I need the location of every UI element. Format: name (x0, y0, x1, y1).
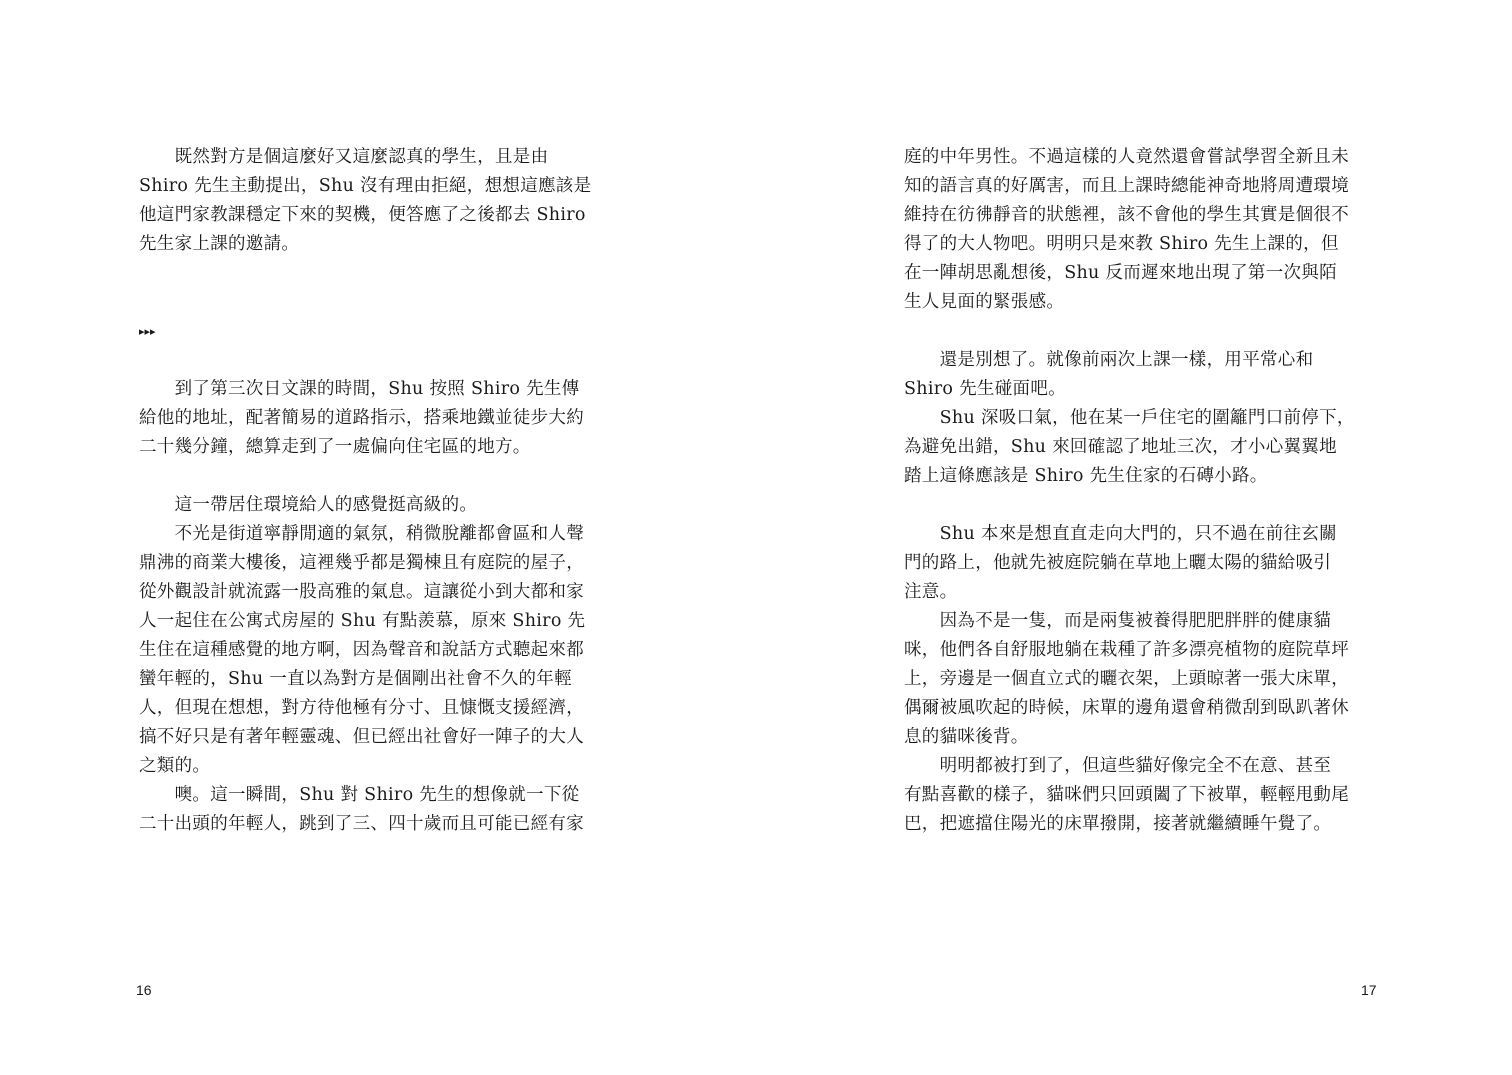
text-line: 既然對方是個這麼好又這麼認真的學生，且是由 (139, 147, 549, 167)
text-line: 維持在彷彿靜音的狀態裡，該不會他的學生其實是個很不 (904, 205, 1349, 225)
text-line: 巴，把遮擋住陽光的床單撥開，接著就繼續睡午覺了。 (904, 814, 1332, 834)
text-line: 偶爾被風吹起的時候，床單的邊角還會稍微刮到臥趴著休 (904, 698, 1349, 718)
text-line: 注意。 (904, 582, 958, 602)
text-line: 息的貓咪後背。 (904, 727, 1029, 747)
text-line: 人一起住在公寓式房屋的 Shu 有點羨慕，原來 Shiro 先 (139, 611, 586, 631)
text-line: 為避免出錯，Shu 來回確認了地址三次，才小心翼翼地 (904, 437, 1337, 457)
text-line: Shu 深吸口氣，他在某一戶住宅的圍籬門口前停下， (904, 408, 1355, 428)
text-line: 他這門家教課穩定下來的契機，便答應了之後都去 Shiro (139, 205, 586, 225)
text-line: 蠻年輕的，Shu 一直以為對方是個剛出社會不久的年輕 (139, 669, 572, 689)
text-line: 生住在這種感覺的地方啊，因為聲音和說話方式聽起來都 (139, 640, 584, 660)
spacer (139, 462, 609, 491)
right-page (756, 0, 1512, 1075)
left-page-body (139, 143, 609, 839)
spacer (139, 346, 609, 375)
text-line: 明明都被打到了，但這些貓好像完全不在意、甚至 (904, 756, 1332, 776)
text-line: 咪，他們各自舒服地躺在栽種了許多漂亮植物的庭院草坪 (904, 640, 1349, 660)
text-line: 庭的中年男性。不過這樣的人竟然還會嘗試學習全新且未 (904, 147, 1349, 167)
text-line: 知的語言真的好厲害，而且上課時總能神奇地將周遭環境 (904, 176, 1349, 196)
text-line: 因為不是一隻，而是兩隻被養得肥肥胖胖的健康貓 (904, 611, 1332, 631)
text-line: 到了第三次日文課的時間，Shu 按照 Shiro 先生傳 (139, 379, 580, 399)
right-paragraph-3 (904, 520, 1374, 839)
text-line: 得了的大人物吧。明明只是來教 Shiro 先生上課的，但 (904, 234, 1339, 254)
text-line: 搞不好只是有著年輕靈魂、但已經出社會好一陣子的大人 (139, 727, 584, 747)
text-line: 踏上這條應該是 Shiro 先生住家的石磚小路。 (904, 466, 1268, 486)
text-line: 給他的地址，配著簡易的道路指示，搭乘地鐵並徒步大約 (139, 408, 584, 428)
text-line: 門的路上，他就先被庭院躺在草地上曬太陽的貓給吸引 (904, 553, 1332, 573)
text-line: 噢。這一瞬間，Shu 對 Shiro 先生的想像就一下從 (139, 785, 580, 805)
right-page-body (904, 143, 1374, 839)
text-line: 二十幾分鐘，總算走到了一處偏向住宅區的地方。 (139, 437, 531, 457)
spacer (139, 259, 609, 317)
text-line: Shiro 先生碰面吧。 (904, 379, 1066, 399)
text-line: 生人見面的緊張感。 (904, 292, 1065, 312)
spacer (904, 491, 1374, 520)
text-line: 先生家上課的邀請。 (139, 234, 300, 254)
text-line: 人，但現在想想，對方待他極有分寸、且慷慨支援經濟， (139, 698, 584, 718)
text-line: 二十出頭的年輕人，跳到了三、四十歲而且可能已經有家 (139, 814, 584, 834)
text-line: 上，旁邊是一個直立式的曬衣架，上頭晾著一張大床單， (904, 669, 1349, 689)
text-line: 這一帶居住環境給人的感覺挺高級的。 (139, 495, 478, 515)
left-paragraph-3 (139, 491, 609, 839)
right-paragraph-1 (904, 143, 1374, 317)
text-line: 從外觀設計就流露一股高雅的氣息。這讓從小到大都和家 (139, 582, 584, 602)
text-line: Shu 本來是想直直走向大門的，只不過在前往玄關 (904, 524, 1337, 544)
spacer (904, 317, 1374, 346)
text-line: 還是別想了。就像前兩次上課一樣，用平常心和 (904, 350, 1314, 370)
text-line: Shiro 先生主動提出，Shu 沒有理由拒絕，想想這應該是 (139, 176, 592, 196)
text-line: 有點喜歡的樣子，貓咪們只回頭闔了下被單，輕輕甩動尾 (904, 785, 1349, 805)
left-paragraph-2 (139, 375, 609, 462)
page-number: 17 (1361, 982, 1377, 998)
text-line: 之類的。 (139, 756, 211, 776)
text-line: 在一陣胡思亂想後，Shu 反而遲來地出現了第一次與陌 (904, 263, 1337, 283)
left-paragraph-1 (139, 143, 609, 259)
text-line: 鼎沸的商業大樓後，這裡幾乎都是獨棟且有庭院的屋子， (139, 553, 584, 573)
section-break-mark: ▸▸▸ (139, 325, 156, 338)
right-paragraph-2 (904, 346, 1374, 491)
text-line: 不光是街道寧靜閒適的氣氛，稍微脫離都會區和人聲 (139, 524, 584, 544)
page-number: 16 (136, 982, 152, 998)
